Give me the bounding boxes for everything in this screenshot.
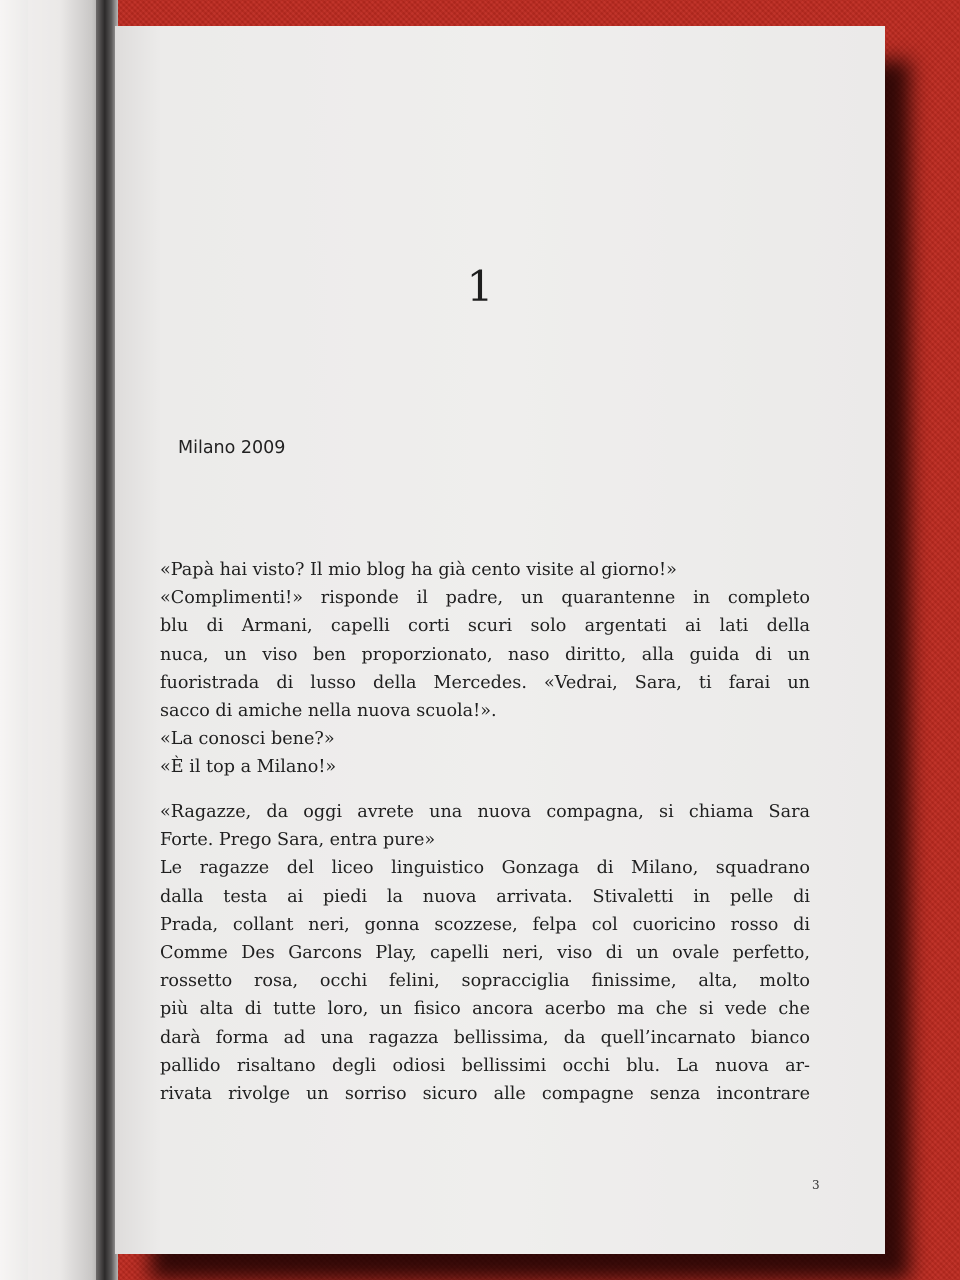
text-line: «Papà hai visto? Il mio blog ha già cento visite al giorno!»: [160, 560, 677, 580]
text-line: fuoristrada di lusso della Mercedes. «Vedrai, Sara, ti farai un: [160, 672, 810, 693]
paragraph-school: [160, 798, 810, 1108]
text-line: Prada, collant neri, gonna scozzese, felpa col cuoricino rosso di: [160, 914, 810, 935]
text-line: «La conosci bene?»: [160, 729, 335, 750]
text-line: «È il top a Milano!»: [160, 757, 337, 778]
left-page-edge: [0, 0, 28, 1280]
text-line: più alta di tutte loro, un fisico ancora acerbo ma che si vede che: [160, 999, 810, 1020]
text-line: darà forma ad una ragazza bellissima, da quell’incarnato bianco: [160, 1027, 810, 1048]
left-page: [0, 0, 108, 1280]
chapter-number: 1: [466, 262, 494, 311]
text-line: rivata rivolge un sorriso sicuro alle compagne senza incontrare: [160, 1084, 810, 1105]
paragraph-dialogue: [160, 556, 810, 782]
text-line: pallido risaltano degli odiosi bellissimi occhi blu. La nuova ar-: [160, 1055, 810, 1076]
text-line: blu di Armani, capelli corti scuri solo argentati ai lati della: [160, 616, 810, 637]
text-line: «Complimenti!» risponde il padre, un quarantenne in completo: [160, 588, 810, 609]
text-line: sacco di amiche nella nuova scuola!».: [160, 701, 497, 722]
text-line: dalla testa ai piedi la nuova arrivata. Stivaletti in pelle di: [160, 886, 810, 907]
text-line: Forte. Prego Sara, entra pure»: [160, 830, 436, 851]
text-line: Comme Des Garcons Play, capelli neri, viso di un ovale perfetto,: [160, 943, 810, 964]
chapter-place-date: Milano 2009: [178, 438, 286, 458]
text-line: nuca, un viso ben proporzionato, naso diritto, alla guida di un: [160, 644, 810, 665]
text-line: rossetto rosa, occhi felini, sopracciglia finissime, alta, molto: [160, 971, 810, 992]
page-number: 3: [812, 1178, 820, 1192]
text-line: Le ragazze del liceo linguistico Gonzaga di Milano, squadrano: [160, 858, 810, 879]
text-line: «Ragazze, da oggi avrete una nuova compagna, si chiama Sara: [160, 802, 810, 822]
